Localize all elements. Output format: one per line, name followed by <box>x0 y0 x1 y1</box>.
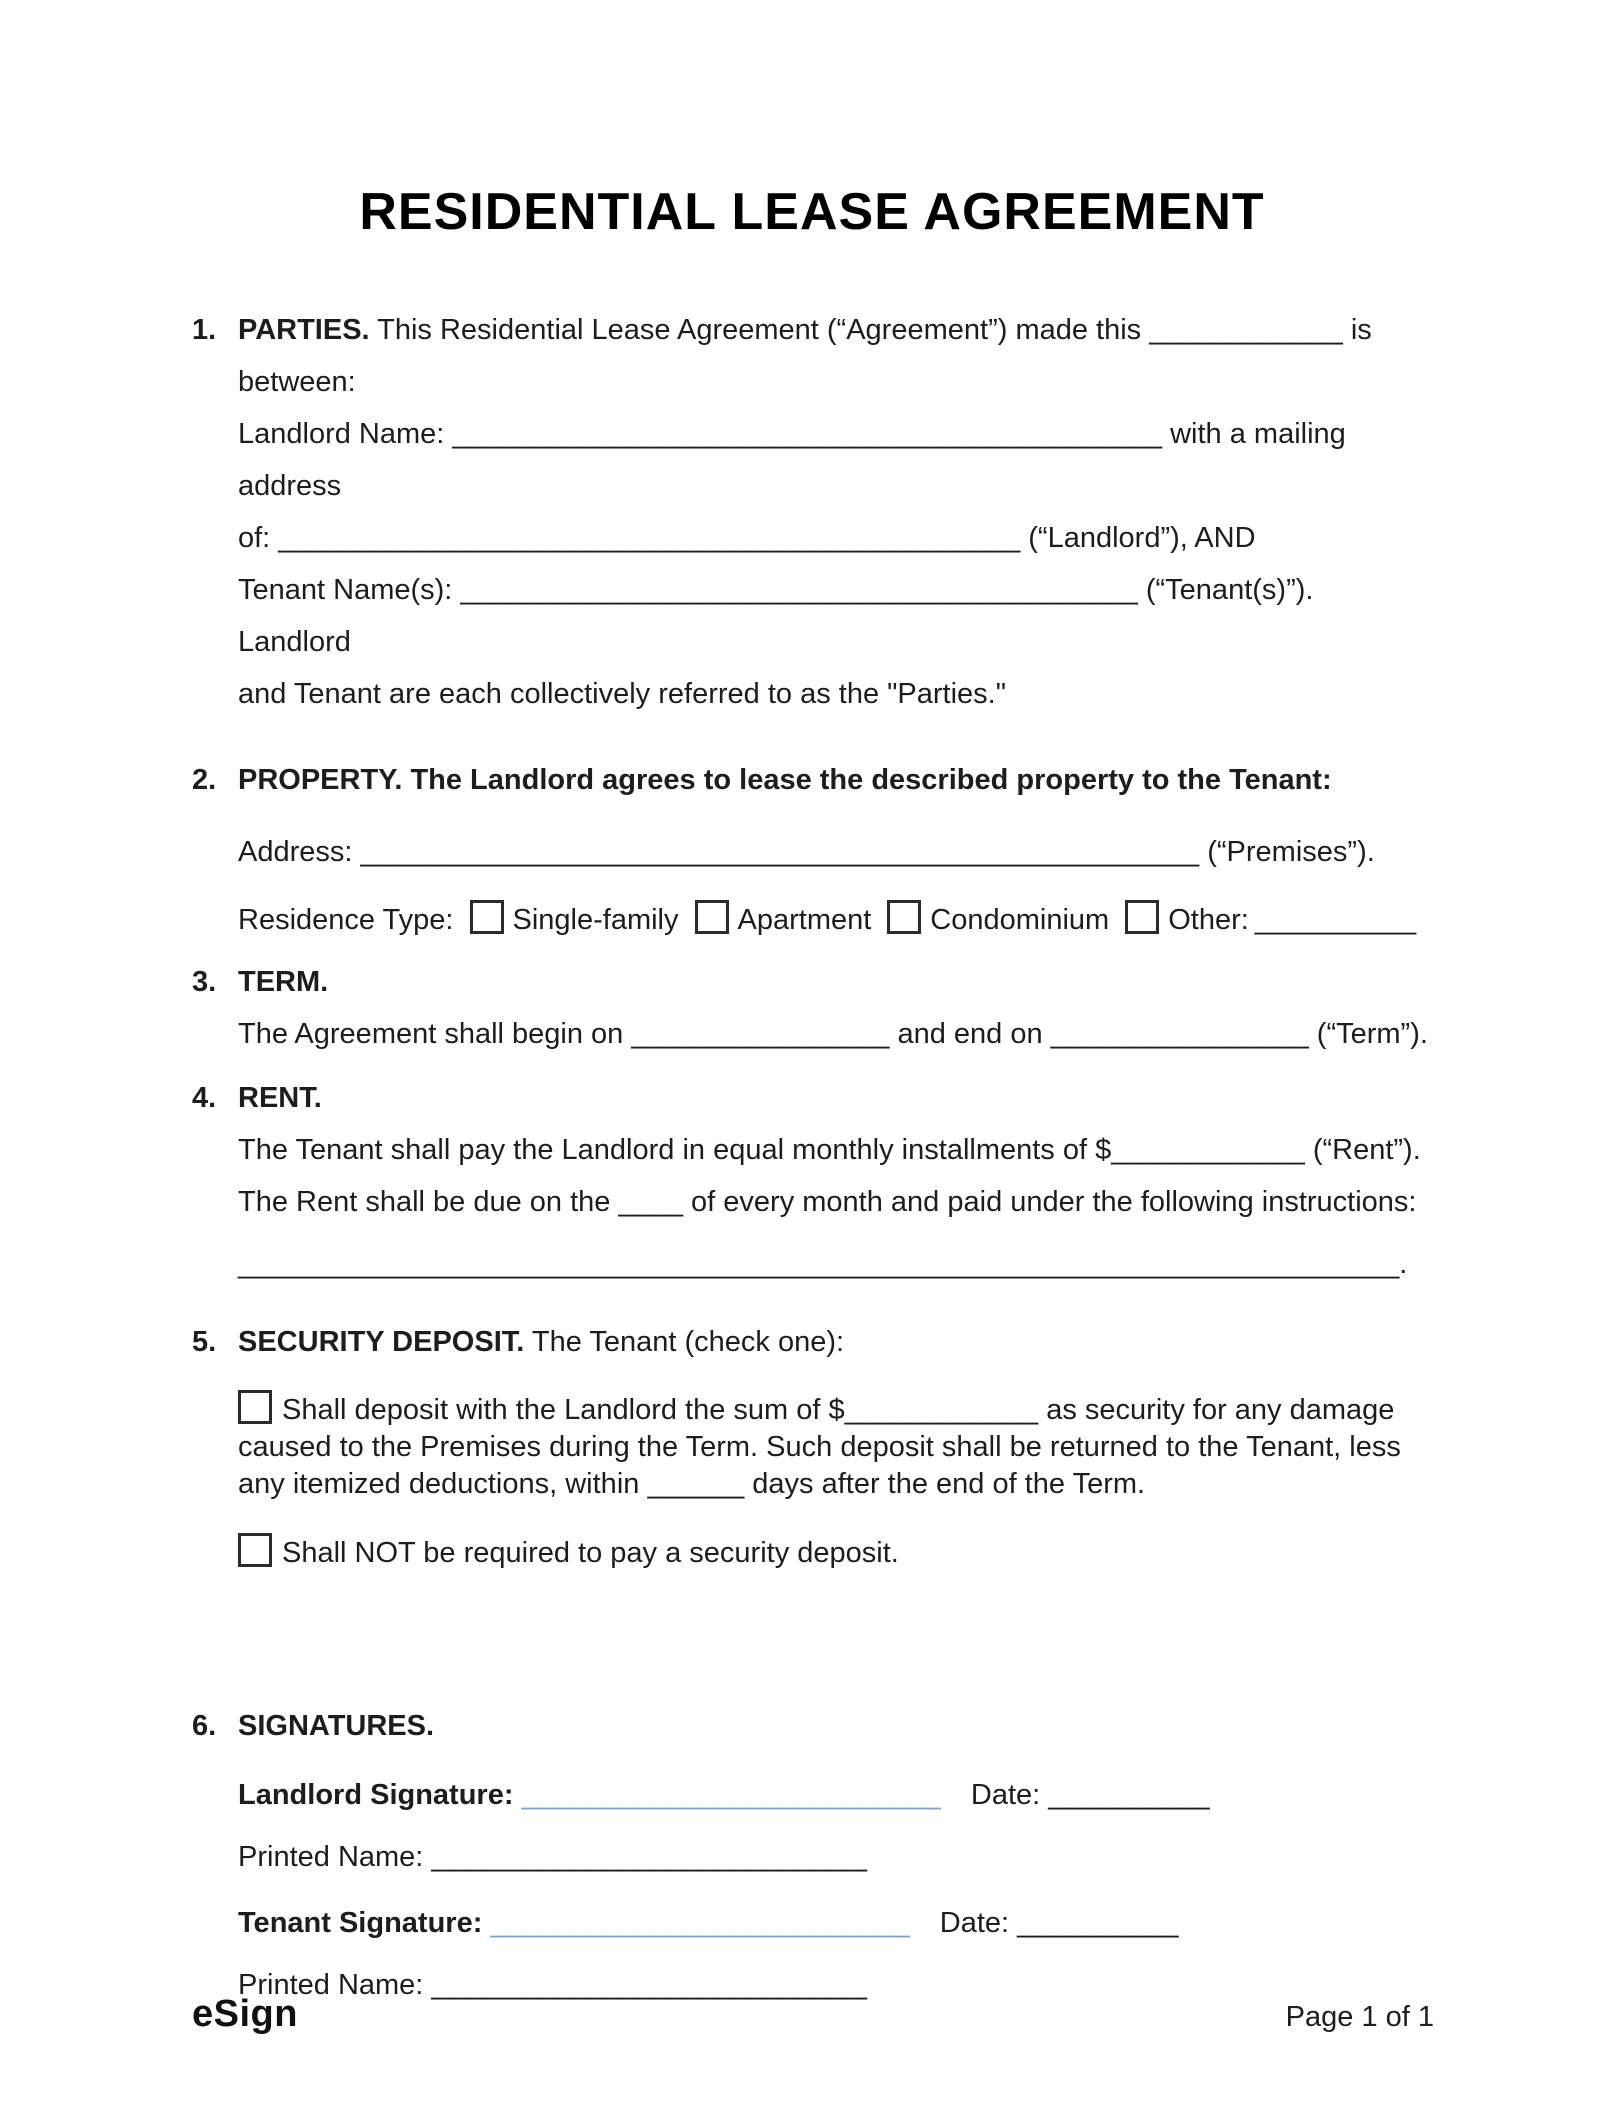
landlord-signature-label: Landlord Signature: <box>238 1779 514 1811</box>
landlord-printed-name-blank: ___________________________ <box>431 1841 867 1873</box>
section-property <box>192 754 1434 946</box>
tenant-printed-name-blank: ___________________________ <box>431 1969 867 2001</box>
tenant-signature-field[interactable]: __________________________ <box>490 1907 910 1939</box>
deposit-option-required-text: Shall deposit with the Landlord the sum of $____________ as security for any damage caused to the Premises during the Term. Such deposit shall be returned to the Tenant, less any itemized deductions, within ______ days after the end of the Term. <box>238 1394 1401 1500</box>
parties-line-1: This Residential Lease Agreement (“Agreement”) made this ____________ is between: <box>238 314 1372 398</box>
section-number-property: 2. <box>192 764 217 796</box>
document-content <box>0 304 1624 2008</box>
section-heading-term: TERM. <box>238 966 329 998</box>
section-signatures <box>192 1700 1434 2008</box>
section-heading-signatures: SIGNATURES. <box>238 1710 435 1742</box>
section-term <box>192 956 1434 1060</box>
tenant-printed-name-label: Printed Name: <box>238 1969 424 2001</box>
parties-line-5: and Tenant are each collectively referred to as the "Parties." <box>238 678 1007 710</box>
rent-instructions-blank: ________________________________________________________________________. <box>238 1248 1408 1280</box>
section-rent <box>192 1072 1434 1290</box>
tenant-date-label: Date: <box>939 1907 1010 1939</box>
term-line: The Agreement shall begin on ________________ and end on ________________ (“Term”). <box>238 1018 1428 1050</box>
checkbox-apartment[interactable] <box>695 900 729 934</box>
rent-paragraph: The Tenant shall pay the Landlord in equal monthly installments of $____________ (“Rent”). The Rent shall be due on the ____ of every month and paid under the following instructions: <box>238 1134 1421 1218</box>
section-parties <box>192 304 1434 720</box>
landlord-printed-name-label: Printed Name: <box>238 1841 424 1873</box>
section-number-rent: 4. <box>192 1082 217 1114</box>
page-footer <box>192 1993 1434 2036</box>
landlord-date-label: Date: <box>970 1779 1041 1811</box>
security-deposit-intro: The Tenant (check one): <box>531 1326 845 1358</box>
page-title: RESIDENTIAL LEASE AGREEMENT <box>359 183 1265 241</box>
tenant-signature-row <box>238 1900 1434 1946</box>
residence-option-apartment: Apartment <box>737 904 872 936</box>
section-number-security-deposit: 5. <box>192 1326 217 1358</box>
landlord-date-blank: __________ <box>1048 1779 1210 1811</box>
checkbox-other[interactable] <box>1125 900 1159 934</box>
page-indicator: Page 1 of 1 <box>1285 2001 1434 2033</box>
section-heading-parties: PARTIES. <box>238 314 370 346</box>
property-heading-rest: The Landlord agrees to lease the described property to the Tenant: <box>410 764 1332 796</box>
checkbox-condominium[interactable] <box>887 900 921 934</box>
deposit-option-not-required-text: Shall NOT be required to pay a security deposit. <box>282 1537 899 1569</box>
section-heading-rent: RENT. <box>238 1082 322 1114</box>
parties-line-2: Landlord Name: ____________________________________________ with a mailing address <box>238 418 1346 502</box>
section-number-parties: 1. <box>192 314 217 346</box>
residence-option-single-family: Single-family <box>512 904 679 936</box>
brand-logo: eSign <box>192 1993 298 2035</box>
property-address-line: Address: ____________________________________________________ (“Premises”). <box>238 836 1375 868</box>
deposit-option-not-required <box>238 1533 1434 1572</box>
section-number-term: 3. <box>192 966 217 998</box>
section-number-signatures: 6. <box>192 1710 217 1742</box>
deposit-option-required <box>238 1390 1434 1503</box>
residence-type-row <box>238 894 1434 946</box>
landlord-signature-field[interactable]: __________________________ <box>521 1779 941 1811</box>
section-heading-property: PROPERTY. <box>238 764 403 796</box>
residence-option-other-label: Other: <box>1168 904 1249 936</box>
section-heading-security-deposit: SECURITY DEPOSIT. <box>238 1326 525 1358</box>
landlord-signature-row <box>238 1772 1434 1818</box>
checkbox-single-family[interactable] <box>470 900 504 934</box>
residence-type-label: Residence Type: <box>238 904 454 936</box>
tenant-date-blank: __________ <box>1017 1907 1179 1939</box>
section-security-deposit <box>192 1316 1434 1572</box>
parties-line-3: of: ______________________________________________ (“Landlord”), AND <box>238 522 1256 554</box>
tenant-signature-label: Tenant Signature: <box>238 1907 483 1939</box>
checkbox-no-deposit[interactable] <box>238 1533 272 1567</box>
checkbox-shall-deposit[interactable] <box>238 1390 272 1424</box>
residence-other-blank: __________ <box>1254 904 1417 936</box>
parties-line-4: Tenant Name(s): __________________________________________ (“Tenant(s)”). Landlord <box>238 574 1314 658</box>
residence-option-condominium: Condominium <box>930 904 1110 936</box>
landlord-printed-name-row <box>238 1834 1434 1880</box>
